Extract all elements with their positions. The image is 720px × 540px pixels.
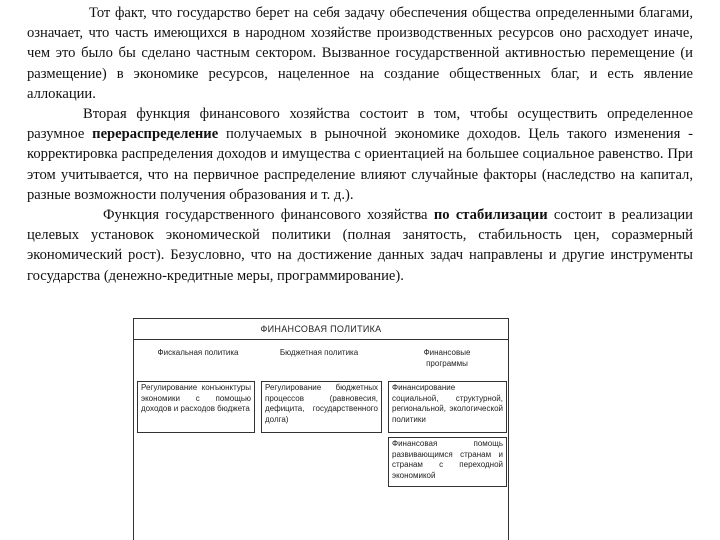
financing-policy-box: Финансирование социальной, структурной, региональной, экологической политики	[388, 381, 507, 433]
paragraph-redistribution-start: Вторая функция финансового хозяйства состоит в том, чтобы осуществить определенное разумное	[27, 106, 693, 143]
paragraph-redistribution	[27, 104, 693, 205]
term-stabilization: по стабилизации	[433, 207, 548, 224]
diagram-title: ФИНАНСОВАЯ ПОЛИТИКА	[260, 324, 382, 334]
budget-policy-box: Регулирование бюджетных процессов (равновесия, дефицита, государственного долга)	[261, 381, 382, 433]
fiscal-policy-box: Регулирование конъюнктуры экономики с помощью доходов и расходов бюджета	[137, 381, 255, 433]
paragraph-stabilization-end: состоит в реализации целевых установок экономической политики (полная занятость, стабильность цен, соразмерный экономический рост). Безусловно, что на достижение данных задач направлены и другие инструменты государства (денежно-кредитные меры, программирование).	[27, 207, 693, 284]
fiscal-policy-heading: Фискальная политика	[157, 348, 239, 357]
body-text	[27, 3, 693, 286]
paragraph-stabilization	[27, 205, 693, 286]
budget-policy-heading: Бюджетная политика	[279, 348, 359, 357]
financial-policy-diagram	[133, 318, 509, 540]
paragraph-stabilization-start: Функция государственного финансового хозяйства	[103, 207, 434, 224]
diagram-divider	[134, 339, 508, 340]
financial-aid-box: Финансовая помощь развивающимся странам и странам с переходной экономикой	[388, 437, 507, 487]
term-redistribution: перераспределение	[92, 126, 219, 143]
paragraph-redistribution-end: получаемых в рыночной экономике доходов. Цель такого изменения - корректировка распределения доходов и имущества с ориентацией на большее социальное равенство. При этом учитывается, что на первичное распределение влияют случайные факторы (наследство на капитал, разные возможности получения образования и т. д.).	[27, 126, 694, 203]
financial-programs-heading: Финансовые программы	[423, 348, 471, 368]
paragraph-allocation: Тот факт, что государство берет на себя задачу обеспечения общества определенными благами, означает, что часть имеющихся в народном хозяйстве производственных ресурсов оно расходует иначе, чем это было бы сделано частным сектором. Вызванное государственной активностью перемещение (и размещение) в экономике ресурсов, нацеленное на создание общественных благ, и есть явление аллокации.	[27, 5, 693, 102]
